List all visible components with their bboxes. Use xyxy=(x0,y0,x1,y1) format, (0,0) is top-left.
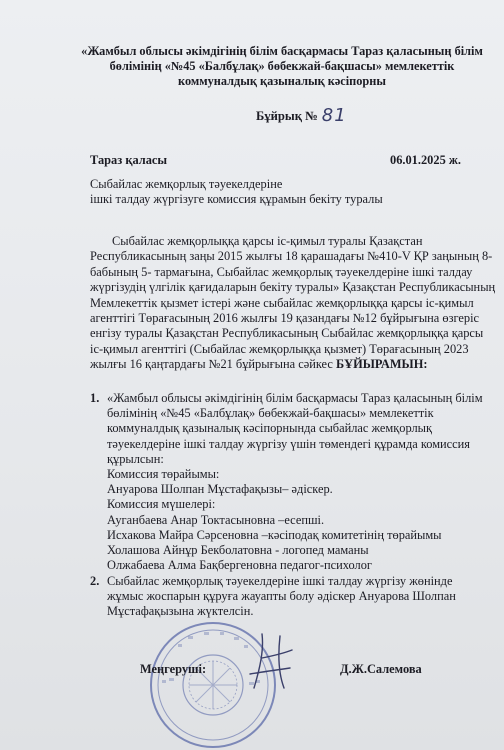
preamble-line: бабының 5- тармағына, Сыбайлас жемқорлық тәуекелдеріне ішкі талдау xyxy=(90,264,473,279)
preamble-last-line xyxy=(90,357,490,372)
document-header xyxy=(70,44,494,89)
item-number: 2. xyxy=(90,574,100,588)
member-name: Ауганбаева Анар Токтасыновна –есепші. xyxy=(107,512,325,527)
order-title xyxy=(256,104,347,125)
signer-name: Д.Ж.Салемова xyxy=(340,662,422,676)
order-label: Бұйрық № xyxy=(256,109,318,123)
header-line: бөлімінің «№45 «Балбұлақ» бөбекжай-бақшасы» мемлекеттік xyxy=(109,59,455,73)
order-subject xyxy=(90,177,383,207)
preamble-line: енгізу туралы Қазақстан Республикасының Сыбайлас жемқорлыққа қарсы xyxy=(90,326,484,341)
member-name: Холашова Айнұр Бекболатовна - логопед маманы xyxy=(107,543,369,558)
order-city: Тараз қаласы xyxy=(90,153,168,167)
item-line: Сыбайлас жемқорлық тәуекелдеріне ішкі талдау жүргізу жөнінде xyxy=(107,574,453,588)
preamble-text: жылғы 16 қаңтардағы №21 бұйрығына сәйкес xyxy=(90,357,336,372)
item-1-text xyxy=(107,391,483,573)
preamble-line: жүргізудің үлгілік қағидаларын бекіту туралы» Қазақстан Республикасының xyxy=(90,280,496,295)
preamble-line: агенттігі Төрағасының 2016 жылғы 19 қазандағы №12 бұйрығына өзгеріс xyxy=(90,311,480,326)
item-line: тәуекелдеріне ішкі талдау жүргізу үшін төмендегі құрамда комиссия xyxy=(107,436,470,451)
order-number: 81 xyxy=(321,105,347,126)
members-label: Комиссия мүшелері: xyxy=(107,497,216,512)
header-line: «Жамбыл облысы әкімдігінің білім басқармасы Тараз қаласының білім xyxy=(81,44,483,58)
item-line: бөлімінің «№45 «Балбұлақ» бөбекжай-бақшасы» мемлекеттік xyxy=(107,406,434,421)
order-command: БҰЙЫРАМЫН: xyxy=(335,357,428,372)
item-line: «Жамбыл облысы әкімдігінің білім басқармасы Тараз қаласының білім xyxy=(107,391,483,405)
order-date: 06.01.2025 ж. xyxy=(390,153,461,167)
item-line: құрылсын: xyxy=(107,451,164,466)
preamble xyxy=(90,234,496,373)
subject-line: ішкі талдау жүргізуге комиссия құрамын бекіту туралы xyxy=(90,192,383,206)
item-line: жұмыс жоспарын құруға жауапты болу әдіскер Ануарова Шолпан xyxy=(107,589,456,604)
chair-label: Комиссия төрайымы: xyxy=(107,467,220,482)
signature-label: Меңгеруші: xyxy=(140,662,207,676)
item-line: коммуналдық қазыналық кәсіпорнында сыбайлас жемқорлық xyxy=(107,421,433,436)
item-line: Мұстафақызына жүктелсін. xyxy=(107,604,254,619)
preamble-line: Сыбайлас жемқорлыққа қарсы іс-қимыл туралы Қазақстан xyxy=(112,234,423,248)
header-line: коммуналдық қазыналық кәсіпорны xyxy=(178,74,386,88)
preamble-line: Республикасының заңы 2015 жылғы 18 қарашадағы №410-V ҚР заңының 8- xyxy=(90,249,493,264)
chair-name: Ануарова Шолпан Мұстафақызы– әдіскер. xyxy=(107,482,333,497)
item-2-text xyxy=(107,574,456,620)
preamble-line: іс-қимыл агенттігі (Сыбайлас жемқорлыққа қызмет) Төрағасының 2023 xyxy=(90,341,469,356)
member-name: Исхакова Майра Сәрсеновна –кәсіподақ комитетінің төрайымы xyxy=(107,527,442,542)
handwritten-signature-icon xyxy=(242,628,298,692)
preamble-line: Мемлекеттік қызмет істері және сыбайлас жемқорлыққа қарсы іс-қимыл xyxy=(90,295,474,310)
item-number: 1. xyxy=(90,391,100,405)
subject-line: Сыбайлас жемқорлық тәуекелдеріне xyxy=(90,177,283,191)
member-name: Олжабаева Алма Бақбергеновна педагог-психолог xyxy=(107,558,372,573)
